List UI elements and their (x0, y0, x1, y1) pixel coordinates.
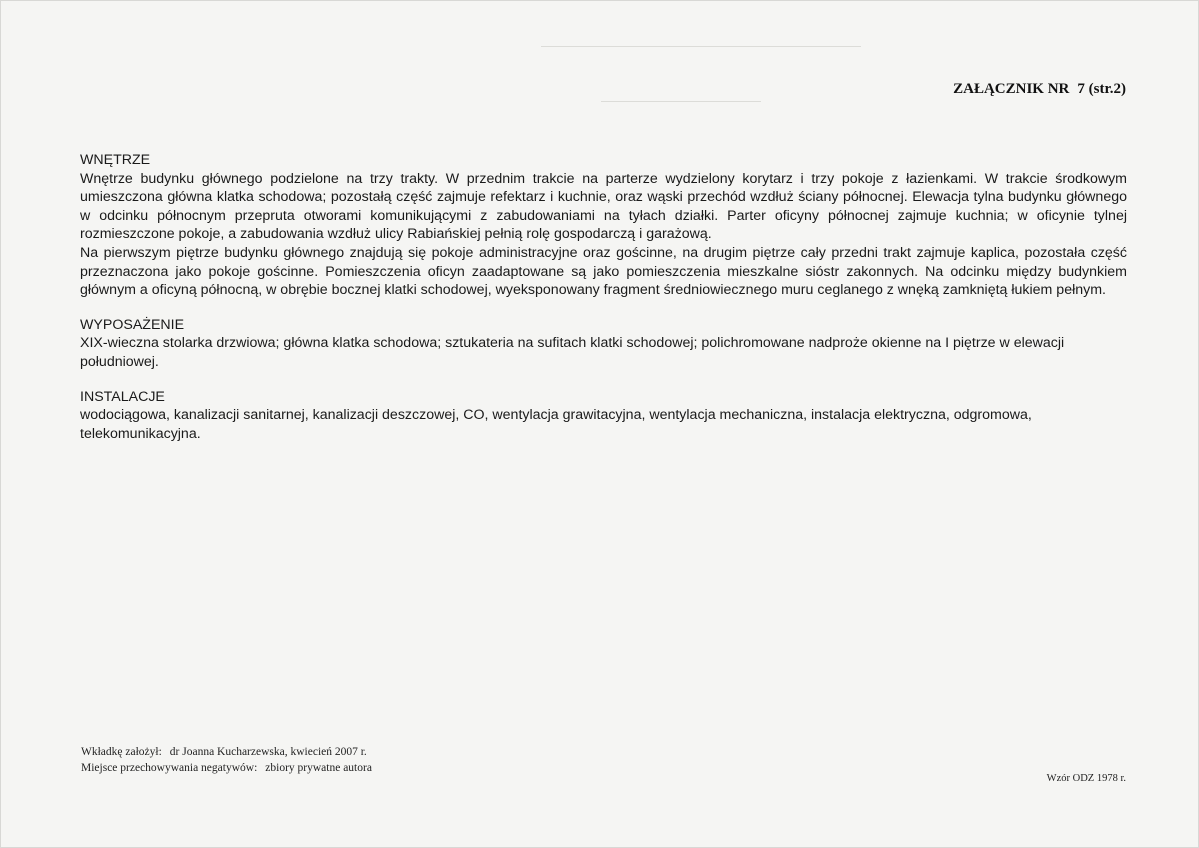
section-instalacje (80, 388, 1127, 444)
section-title: INSTALACJE (80, 388, 165, 405)
author-value: dr Joanna Kucharzewska, kwiecień 2007 r. (169, 746, 367, 758)
scan-artifact (601, 101, 761, 102)
form-template-note: Wzór ODZ 1978 r. (1046, 773, 1126, 784)
storage-label: Miejsce przechowywania negatywów: (81, 762, 258, 774)
section-title: WNĘTRZE (80, 152, 151, 168)
section-paragraph: Wnętrze budynku głównego podzielone na trzy trakty. W przednim trakcie na parterze wydzielony korytarz i trzy pokoje z łazienkami. W trakcie środkowym umieszczona główna klatka schodowa; pozostałą część zajmuje refektarz i kuchnie, oraz wąski przechód wzdłuż ściany północnej. Elewacja tylna budynku głównego w odcinku północnym przepruta otworami komunikującymi z zabudowaniami na tyłach działki. Parter oficyny północnej zajmuje kuchnia; w oficynie tylnej rozmieszczone pokoje, a zabudowania wzdłuż ulicy Rabiańskiej pełnią rolę gospodarczą i garażową. (80, 170, 1127, 243)
attachment-number: 7 (str.2) (1077, 81, 1126, 97)
storage-line (81, 760, 372, 776)
section-title: WYPOSAŻENIE (80, 316, 185, 333)
storage-value: zbiory prywatne autora (265, 762, 372, 774)
document-body (80, 151, 1127, 459)
attachment-label: ZAŁĄCZNIK NR (953, 81, 1070, 97)
author-line (81, 744, 372, 760)
attachment-header (953, 81, 1126, 98)
footer-credits (81, 744, 372, 776)
section-wnetrze (80, 151, 1127, 300)
scan-artifact (541, 46, 861, 47)
section-paragraph: wodociągowa, kanalizacji sanitarnej, kanalizacji deszczowej, CO, wentylacja grawitacyjna, wentylacja mechaniczna, instalacja elektryczna, odgromowa, telekomunikacyjna. (80, 407, 1032, 442)
section-wyposazenie (80, 316, 1127, 372)
author-label: Wkładkę założył: (81, 746, 162, 758)
section-paragraph: XIX-wieczna stolarka drzwiowa; główna klatka schodowa; sztukateria na sufitach klatki schodowej; polichromowane nadproże okienne na I piętrze w elewacji południowej. (80, 335, 1065, 370)
section-paragraph: Na pierwszym piętrze budynku głównego znajdują się pokoje administracyjne oraz gościnne, na drugim piętrze cały przedni trakt zajmuje kaplica, pozostała część przeznaczona jako pokoje gościnne. Pomieszczenia oficyn zaadaptowane są jako pomieszczenia mieszkalne sióstr zakonnych. Na odcinku między budynkiem głównym a oficyną północną, w obrębie bocznej klatki schodowej, wyeksponowany fragment średniowiecznego muru ceglanego z wnęką zamkniętą łukiem pełnym. (80, 244, 1127, 299)
